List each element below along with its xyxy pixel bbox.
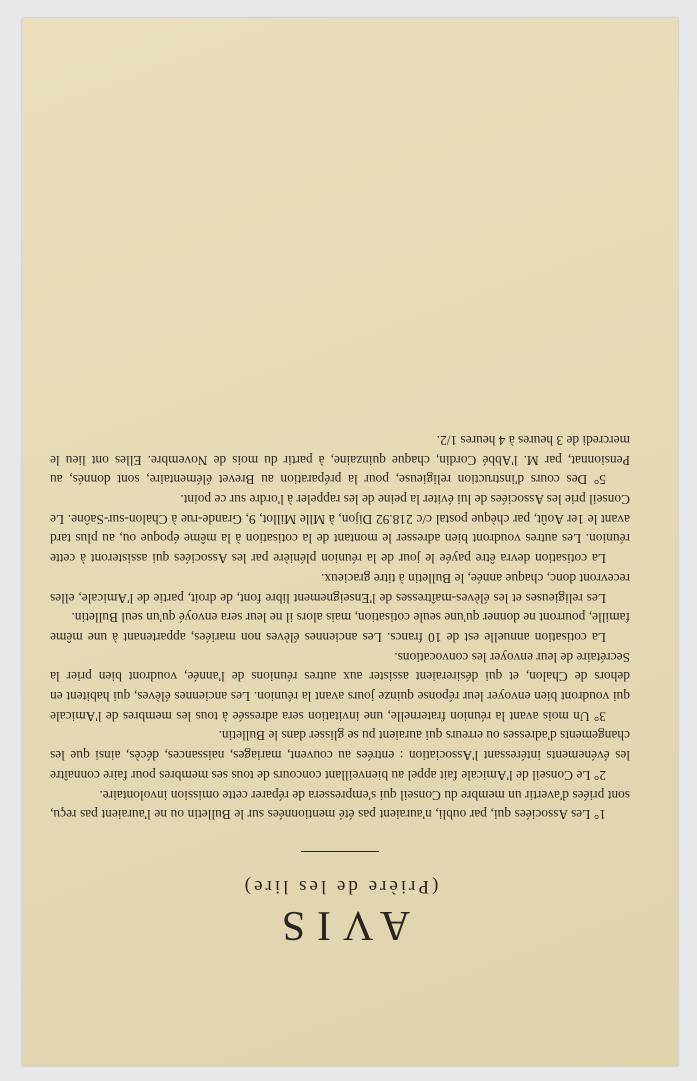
paragraph-5: 5° Des cours d'instruction religieuse, pour la préparation au Brevet élémentaire, sont donnés, au Pensionnat, par M. l'Abbé Cordin, chaque quinzaine, à partir du mois de Novembre. Elles ont lieu le mercredi de 3 heures à 4 heures 1/2.: [50, 432, 630, 488]
paragraph-3: 3° Un mois avant la réunion fraternelle, une invitation sera adressée à tous les membres de l'Amicale qui voudront bien envoyer leur réponse quinze jours avant la réunion. Les anciennes élèves, qui habitent en dehors de Chalon, et qui désireraient assister aux autres réunions de l'année, voudront bien prier la Secrétaire de leur envoyer les convocations.: [50, 649, 630, 724]
divider-rule: [301, 851, 379, 852]
paragraph-1: 1° Les Associées qui, par oubli, n'auraient pas été mentionnées sur le Bulletin ou ne l'auraient pas reçu, sont priées d'avertir un membre du Conseil qui s'empressera de réparer cette omission involontaire.: [50, 787, 630, 823]
paragraph-religieuses: Les religieuses et les élèves-maîtresses de l'Enseignement libre font, de droit, partie de l'Amicale, elles recevront donc, chaque année, le Bulletin à titre gracieux.: [50, 570, 630, 606]
upside-down-page: [22, 18, 678, 1066]
notice-title: AVIS: [269, 902, 411, 948]
paragraph-paiement: La cotisation devra être payée le jour de la réunion plénière par les Associées qui assisteront à cette réunion. Les autres voudront bien adresser le montant de la cotisation à la même époque ou, au plus tard avant le 1er Août, par chèque postal c/c 218.92 Dijon, à Mlle Millot, 9, Grande-rue à Chalon-sur-Saône. Le Conseil prie les Associées de lui éviter la peine de les rappeler à l'ordre sur ce point.: [50, 492, 630, 567]
paragraph-cotisation: La cotisation annuelle est de 10 francs. Les anciennes élèves non mariées, appartenant à une même famille, pourront ne donner qu'une seule cotisation, mais alors il ne leur sera envoyé qu'un seul Bulletin.: [50, 610, 630, 645]
paper-sheet: [22, 18, 678, 1066]
notice-subtitle: (Prière de les lire): [241, 876, 439, 897]
paragraph-2: 2° Le Conseil de l'Amicale fait appel au bienveillant concours de tous ses membres pour faire connaître les événements intéressant l'Association : entrées au couvent, mariages, naissances, décès, ainsi que les changements d'adresses ou erreurs qui auraient pu se glisser dans le Bulletin.: [50, 728, 630, 783]
notice-body: [50, 430, 630, 948]
